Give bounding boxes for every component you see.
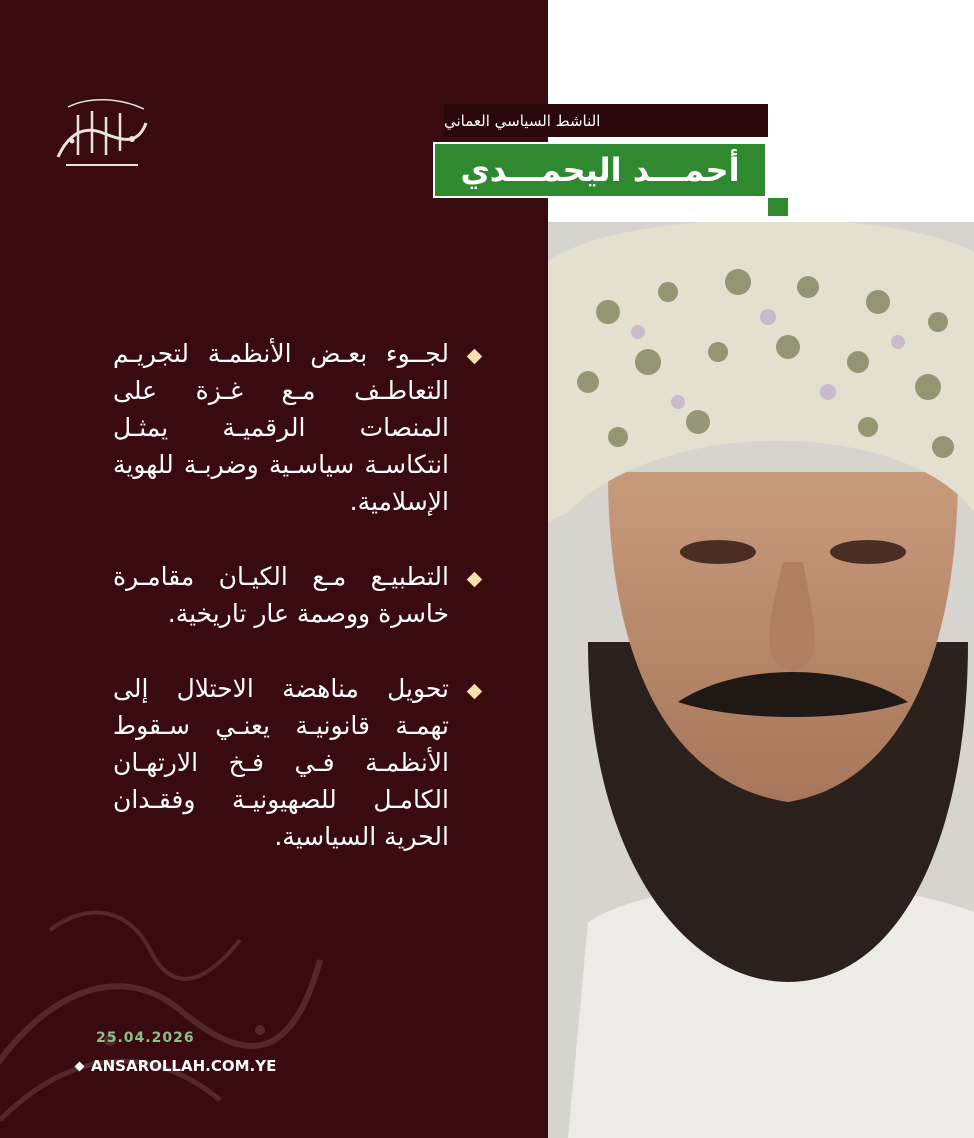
ansarollah-logo-icon [48, 95, 154, 175]
portrait-photo [548, 222, 974, 1138]
subtitle-box [444, 104, 768, 137]
bullet-item [90, 558, 480, 632]
bullet-item [90, 335, 480, 520]
diamond-bullet-icon [75, 1061, 85, 1071]
name-banner-accent [768, 198, 788, 216]
portrait-illustration [548, 222, 974, 1138]
bullet-item [90, 670, 480, 855]
diamond-bullet-icon [467, 572, 483, 588]
bullet-list [90, 335, 480, 893]
publish-date: 25.04.2026 [96, 1030, 195, 1046]
subtitle-text: الناشط السياسي العماني [444, 111, 601, 130]
person-name: أحمـــد اليحمـــدي [460, 151, 740, 189]
diamond-bullet-icon [467, 684, 483, 700]
diamond-bullet-icon [467, 349, 483, 365]
site-link[interactable] [76, 1057, 276, 1075]
site-url[interactable]: ANSAROLLAH.COM.YE [91, 1057, 277, 1075]
bullet-text: لجــوء بعـض الأنظمـة لتجريـم التعاطـف مـع غـزة على المنصات الرقميـة يمثـل انتكاسـة سياسـية وضربـة للهوية الإسلامية. [113, 339, 449, 516]
name-banner [433, 142, 767, 198]
bullet-text: تحويل مناهضة الاحتلال إلى تهمـة قانونيـة يعنـي سـقوط الأنظمـة فـي فـخ الارتهـان الكامـل للصهيونيـة وفقـدان الحرية السياسية. [113, 674, 449, 851]
bullet-text: التطبيـع مـع الكيـان مقامـرة خاسرة ووصمة عار تاريخية. [113, 562, 449, 628]
